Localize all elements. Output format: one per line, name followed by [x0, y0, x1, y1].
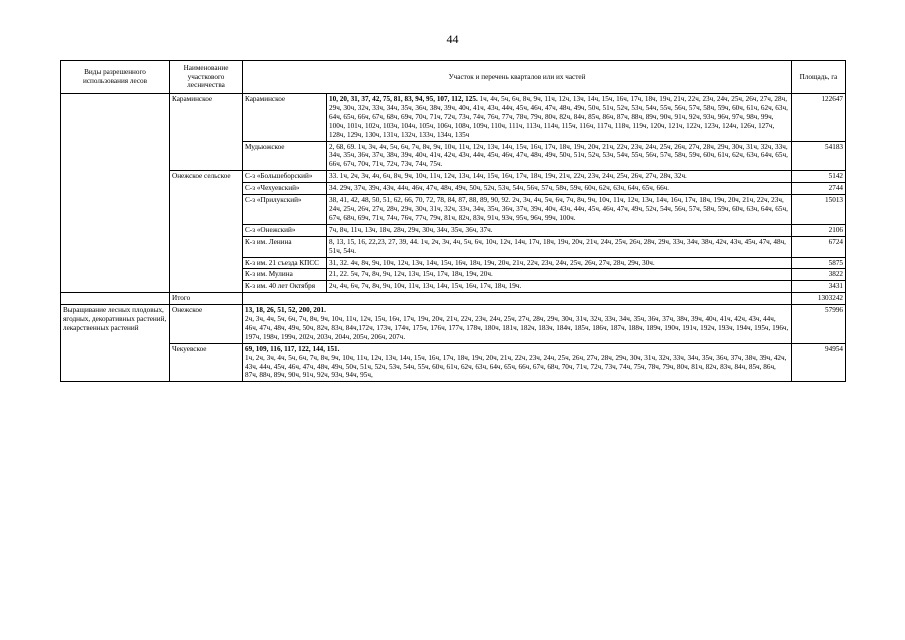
quarters-cell: 8, 13, 15, 16, 22,23, 27, 39, 44. 1ч, 2ч, 3ч, 4ч, 5ч, 6ч, 10ч, 12ч, 14ч, 17ч, 18ч, 19ч, 20ч, 21ч, 24ч, 25ч, 26ч, 28ч, 29ч, 33ч, 34ч, 38ч, 42ч, 43ч, 45ч, 47ч, 48ч, 51ч, 54ч. [327, 236, 792, 257]
quarters-whole: 38, 41, 42, 48, 50, 51, 62, 66, 70, 72, 78, 84, 87, 88, 89, 90, 92. [329, 196, 511, 205]
district-cell: Онежское [170, 305, 243, 344]
unit-cell: Мудьюжское [243, 141, 327, 171]
unit-cell: С-з «Прилукский» [243, 195, 327, 225]
unit-cell: С-з «Чехуевский» [243, 183, 327, 195]
unit-cell: К-з им. Ленина [243, 236, 327, 257]
table-row [61, 171, 846, 183]
unit-cell: К-з им. 21 съезда КПСС [243, 257, 327, 269]
quarters-parts: 1ч, 4ч, 5ч, 6ч, 8ч, 9ч, 11ч, 12ч, 13ч, 14ч, 15ч, 16ч, 17ч, 18ч, 19ч, 21ч, 22ч, 23ч, 24ч, 25ч, 26ч, 27ч, 28ч, 29ч, 30ч, 32ч, 33ч, 34ч, 35ч, 36ч, 38ч, 39ч, 40ч, 41ч, 43ч, 44ч, 45ч, 46ч, 47ч, 48ч, 49ч, 50ч, 51ч, 52ч, 53ч, 54ч, 55ч, 56ч, 57ч, 58ч, 59ч, 60ч, 61ч, 62ч, 63ч, 64ч, 65ч, 66ч, 67ч, 68ч, 69ч, 70ч, 71ч, 72ч, 73ч, 74ч, 76ч, 77ч, 78ч, 79ч, 80ч, 82ч, 84ч, 85ч, 86ч, 87ч, 88ч, 89ч, 90ч, 91ч, 92ч, 93ч, 96ч, 97ч, 98ч, 99ч, 100ч, 101ч, 102ч, 103ч, 104ч, 105ч, 106ч, 108ч, 109ч, 110ч, 111ч, 113ч, 114ч, 115ч, 116ч, 117ч, 118ч, 119ч, 120ч, 121ч, 122ч, 123ч, 124ч, 126ч, 127ч, 128ч, 129ч, 130ч, 131ч, 132ч, 133ч, 134ч, 135ч [329, 95, 788, 139]
table-header-row [61, 61, 846, 94]
total-row [61, 293, 846, 305]
quarters-cell: 2, 68, 69. 1ч, 3ч, 4ч, 5ч, 6ч, 7ч, 8ч, 9ч, 10ч, 11ч, 12ч, 13ч, 14ч, 15ч, 16ч, 17ч, 18ч, 19ч, 20ч, 21ч, 22ч, 23ч, 24ч, 25ч, 26ч, 27ч, 28ч, 29ч, 30ч, 31ч, 32ч, 33ч, 34ч, 35ч, 36ч, 37ч, 38ч, 39ч, 40ч, 41ч, 42ч, 43ч, 44ч, 45ч, 46ч, 47ч, 48ч, 49ч, 50ч, 51ч, 52ч, 53ч, 54ч, 55ч, 56ч, 57ч, 58ч, 59ч, 60ч, 61ч, 62ч, 63ч, 64ч, 65ч, 66ч, 67ч, 70ч, 71ч, 72ч, 73ч, 74ч, 75ч. [327, 141, 792, 171]
header-district: Наименование участкового лесничества [170, 61, 243, 94]
area-cell: 2106 [792, 224, 846, 236]
area-cell: 57996 [792, 305, 846, 344]
page-number: 44 [446, 32, 459, 46]
quarters-parts: 2ч, 3ч, 4ч, 5ч, 6ч, 7ч, 8ч, 9ч, 10ч, 11ч, 12ч, 15ч, 16ч, 17ч, 19ч, 20ч, 21ч, 22ч, 23ч, 24ч, 25ч, 27ч, 28ч, 29ч, 30ч, 31ч, 32ч, 33ч, 34ч, 35ч, 36ч, 37ч, 38ч, 39ч, 40ч, 41ч, 42ч, 43ч, 44ч, 46ч, 47ч, 48ч, 49ч, 50ч, 82ч, 83ч, 84ч,172ч, 173ч, 174ч, 175ч, 176ч, 177ч, 178ч, 180ч, 181ч, 182ч, 183ч, 184ч, 185ч, 186ч, 187ч, 188ч, 189ч, 190ч, 191ч, 192ч, 193ч, 194ч, 195ч, 196ч, 197ч, 198ч, 199ч, 202ч, 203ч, 204ч, 205ч, 206ч, 207ч. [245, 315, 789, 341]
area-cell: 2744 [792, 183, 846, 195]
quarters-cell [243, 305, 792, 344]
unit-cell: С-з «Онежский» [243, 224, 327, 236]
area-cell: 15013 [792, 195, 846, 225]
table-row [61, 343, 846, 382]
area-cell: 54183 [792, 141, 846, 171]
quarters-whole: 13, 18, 26, 51, 52, 200, 201. [245, 306, 326, 315]
quarters-cell: 2ч, 4ч, 6ч, 7ч, 8ч, 9ч, 10ч, 11ч, 13ч, 14ч, 15ч, 16ч, 17ч, 18ч, 19ч. [327, 281, 792, 293]
unit-cell: Караминское [243, 94, 327, 142]
quarters-cell: 33. 1ч, 2ч, 3ч, 4ч, 6ч, 8ч, 9ч, 10ч, 11ч, 12ч, 13ч, 14ч, 15ч, 16ч, 17ч, 18ч, 19ч, 21ч, 22ч, 23ч, 24ч, 25ч, 26ч, 27ч, 28ч, 32ч. [327, 171, 792, 183]
unit-cell: К-з им. 40 лет Октября [243, 281, 327, 293]
table-row [61, 94, 846, 142]
district-cell: Караминское [170, 94, 243, 171]
use-type-cell [61, 94, 170, 293]
quarters-cell: 7ч, 8ч, 11ч, 13ч, 18ч, 28ч, 29ч, 30ч, 34ч, 35ч, 36ч, 37ч. [327, 224, 792, 236]
quarters-cell: 34. 29ч, 37ч, 39ч, 43ч, 44ч, 46ч, 47ч, 48ч, 49ч, 50ч, 52ч, 53ч, 54ч, 56ч, 57ч, 58ч, 59ч, 60ч, 62ч, 63ч, 64ч, 65ч, 66ч. [327, 183, 792, 195]
area-cell: 122647 [792, 94, 846, 142]
quarters-cell [327, 94, 792, 142]
area-cell: 3822 [792, 269, 846, 281]
district-cell: Чекуевское [170, 343, 243, 382]
unit-cell: С-з «Большеборский» [243, 171, 327, 183]
quarters-cell [327, 195, 792, 225]
total-area: 1303242 [792, 293, 846, 305]
total-empty-cell [61, 293, 170, 305]
district-cell: Онежское сельское [170, 171, 243, 293]
area-cell: 6724 [792, 236, 846, 257]
quarters-cell [243, 343, 792, 382]
header-use-type: Виды разрешенного использования лесов [61, 61, 170, 94]
use-type-cell: Выращивание лесных плодовых, ягодных, декоративных растений, лекарственных растений [61, 305, 170, 382]
area-cell: 94954 [792, 343, 846, 382]
quarters-cell: 21, 22. 5ч, 7ч, 8ч, 9ч, 12ч, 13ч, 15ч, 17ч, 18ч, 19ч, 20ч. [327, 269, 792, 281]
quarters-parts: 2ч, 3ч, 4ч, 5ч, 6ч, 7ч, 8ч, 9ч, 10ч, 11ч, 12ч, 13ч, 14ч, 16ч, 17ч, 18ч, 19ч, 20ч, 21ч, 22ч, 23ч, 24ч, 25ч, 26ч, 27ч, 28ч, 29ч, 30ч, 31ч, 32ч, 33ч, 34ч, 35ч, 36ч, 37ч, 39ч, 40ч, 43ч, 44ч, 45ч, 46ч, 47ч, 49ч, 52ч, 54ч, 56ч, 57ч, 58ч, 59ч, 60ч, 63ч, 64ч, 65ч, 67ч, 68ч, 69ч, 71ч, 74ч, 76ч, 77ч, 79ч, 81ч, 82ч, 83ч, 91ч, 93ч, 95ч, 96ч, 99ч, 100ч. [329, 196, 788, 222]
quarters-cell: 31, 32. 4ч, 8ч, 9ч, 10ч, 12ч, 13ч, 14ч, 15ч, 16ч, 18ч, 19ч, 20ч, 21ч, 22ч, 23ч, 24ч, 25ч, 26ч, 27ч, 28ч, 29ч, 30ч. [327, 257, 792, 269]
total-empty-cell [243, 293, 792, 305]
area-cell: 5875 [792, 257, 846, 269]
area-cell: 3431 [792, 281, 846, 293]
quarters-whole: 69, 109, 116, 117, 122, 144, 151. [245, 344, 340, 353]
header-quarters: Участок и перечень кварталов или их частей [243, 61, 792, 94]
quarters-whole: 10, 20, 31, 37, 42, 75, 81, 83, 94, 95, 107, 112, 125. [329, 95, 478, 103]
area-cell: 5142 [792, 171, 846, 183]
unit-cell: К-з им. Мулина [243, 269, 327, 281]
total-label: Итого [170, 293, 243, 305]
table-row [61, 305, 846, 344]
quarters-parts: 1ч, 2ч, 3ч, 4ч, 5ч, 6ч, 7ч, 8ч, 9ч, 10ч, 11ч, 12ч, 13ч, 14ч, 15ч, 16ч, 17ч, 18ч, 19ч, 20ч, 21ч, 22ч, 23ч, 24ч, 25ч, 26ч, 27ч, 28ч, 29ч, 30ч, 31ч, 32ч, 33ч, 34ч, 35ч, 36ч, 37ч, 38ч, 39ч, 42ч, 43ч, 44ч, 45ч, 46ч, 47ч, 48ч, 49ч, 50ч, 51ч, 52ч, 53ч, 54ч, 55ч, 60ч, 61ч, 62ч, 63ч, 64ч, 65ч, 66ч, 67ч, 68ч, 70ч, 71ч, 72ч, 73ч, 74ч, 75ч, 78ч, 79ч, 80ч, 81ч, 82ч, 83ч, 84ч, 85ч, 86ч, 87ч, 88ч, 89ч, 90ч, 91ч, 92ч, 93ч, 94ч, 95ч, [245, 353, 787, 380]
header-area: Площадь, га [792, 61, 846, 94]
forest-use-table [60, 60, 846, 382]
